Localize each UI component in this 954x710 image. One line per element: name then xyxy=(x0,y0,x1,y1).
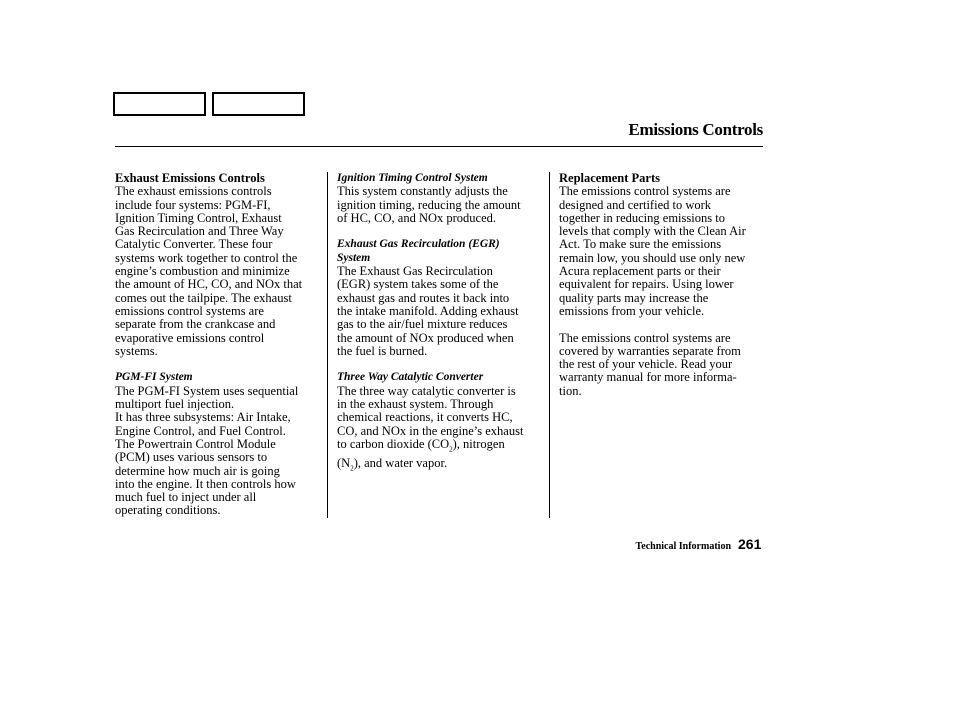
catalytic-text-b: ), nitrogen (N xyxy=(337,436,505,470)
section-heading-exhaust-emissions: Exhaust Emissions Controls xyxy=(115,171,265,185)
catalytic-text-a: The three way catalytic converter is in the exhaust system. Through chemical reactions, it converts HC, CO, and NOx in the engine’s exhaust to carbon dioxide (CO xyxy=(337,383,524,451)
subscript-n2: 2 xyxy=(350,464,354,473)
footer-section-label: Technical Information xyxy=(635,541,731,552)
section-body-pgm-fi: The PGM-FI System uses sequential multiport fuel injection. It has three subsystems: Air Intake, Engine Control, and Fuel Control. The Powertrain Control Module (PCM) uses various sensors to determine how much air is going into the engine. It then controls how much fuel to inject under all operating conditions. xyxy=(115,383,299,518)
page-title: Emissions Controls xyxy=(628,120,763,139)
section-heading-pgm-fi: PGM-FI System xyxy=(115,371,193,384)
column-left xyxy=(115,172,321,518)
section-heading-catalytic-converter: Three Way Catalytic Converter xyxy=(337,371,484,384)
section-body-ignition-timing: This system constantly adjusts the ignition timing, reducing the amount of HC, CO, and NOx produced. xyxy=(337,184,521,225)
section-body-exhaust-emissions: The exhaust emissions controls include four systems: PGM-FI, Ignition Timing Control, Exhaust Gas Recirculation and Three Way Catalytic Converter. These four systems work together to control the engine’s combustion and minimize the amount of HC, CO, and NOx that comes out the tailpipe. The exhaust emissions control systems are separate from the crankcase and evaporative emissions control systems. xyxy=(115,184,303,358)
nav-tab-left[interactable] xyxy=(113,92,206,116)
section-body-catalytic-converter xyxy=(337,385,543,476)
section-heading-ignition-timing: Ignition Timing Control System xyxy=(337,172,488,184)
spacer xyxy=(337,225,543,238)
nav-tab-right[interactable] xyxy=(212,92,305,116)
column-right xyxy=(559,172,765,398)
spacer xyxy=(337,358,543,371)
section-body-warranty: The emissions control systems are covered by warranties separate from the rest of your vehicle. Read your warranty manual for more informa- tion. xyxy=(559,330,741,398)
catalytic-text-c: ), and water vapor. xyxy=(353,455,448,470)
section-body-egr: The Exhaust Gas Recirculation (EGR) system takes some of the exhaust gas and routes it back into the intake manifold. Adding exhaust gas to the air/fuel mixture reduces the amount of NOx produced when the fuel is burned. xyxy=(337,264,519,358)
section-body-replacement-parts: The emissions control systems are designed and certified to work together in reducing emissions to levels that comply with the Clean Air Act. To make sure the emissions remain low, you should use only new Acura replacement parts or their equivalent for repairs. Using lower quality parts may increase the emissions from your vehicle. xyxy=(559,184,746,318)
subscript-co2: 2 xyxy=(449,445,453,454)
column-middle xyxy=(337,172,543,476)
column-divider-1 xyxy=(327,172,328,518)
section-heading-egr-line1: Exhaust Gas Recirculation (EGR) xyxy=(337,238,500,251)
section-heading-egr-line2: System xyxy=(337,251,371,264)
column-divider-2 xyxy=(549,172,550,518)
title-rule xyxy=(115,146,763,147)
spacer xyxy=(559,318,765,331)
page-number: 261 xyxy=(738,536,762,552)
spacer xyxy=(115,358,321,371)
section-heading-replacement-parts: Replacement Parts xyxy=(559,171,661,185)
